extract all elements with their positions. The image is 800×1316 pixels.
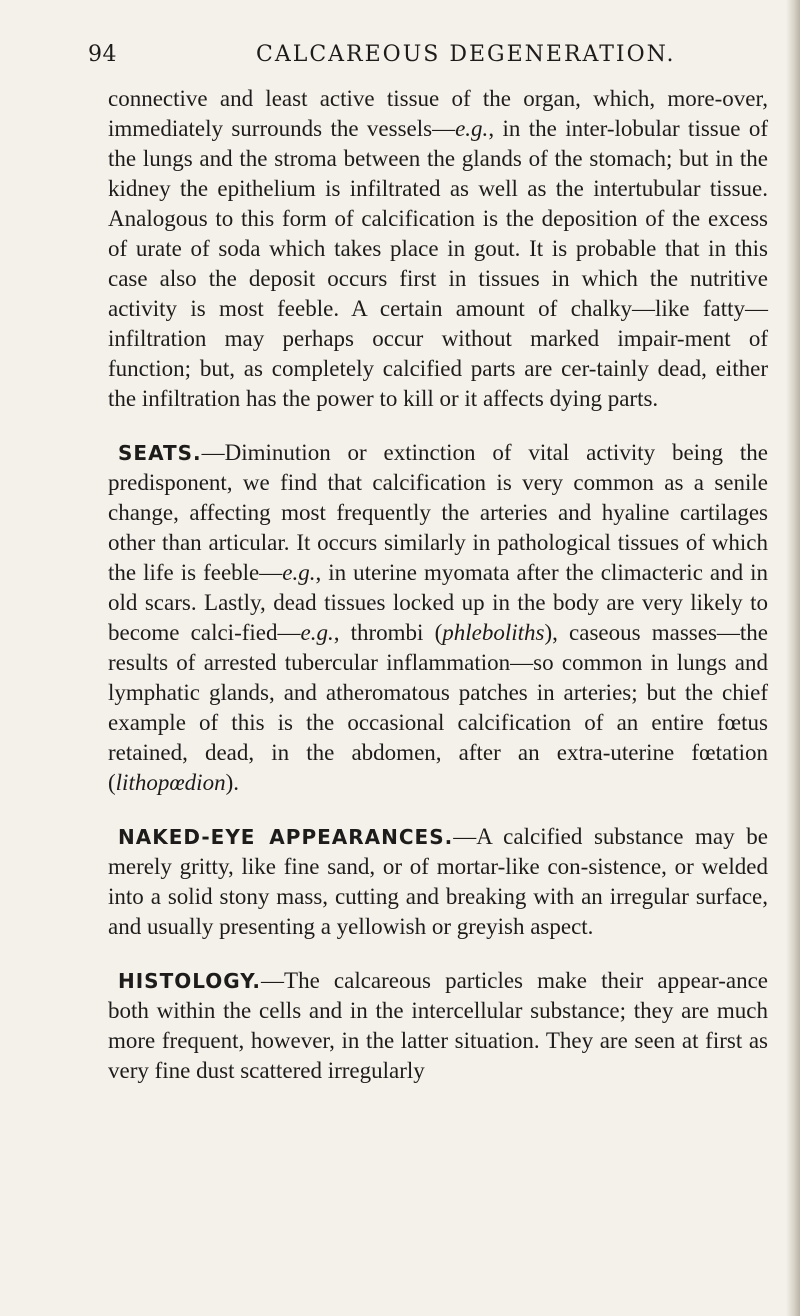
page-edge-shadow: [786, 0, 800, 1316]
section-heading-naked-eye-appearances: NAKED-EYE APPEARANCES.: [118, 825, 454, 849]
body-text: [108, 84, 768, 1110]
section-heading-seats: SEATS.: [118, 441, 202, 465]
section-heading-histology: HISTOLOGY.: [118, 969, 262, 993]
page-number: 94: [88, 42, 117, 67]
paragraph-histology: HISTOLOGY.—The calcareous particles make their appear-ance both within the cells and in the intercellular substance; they are much more frequent, however, in the latter situation. They are seen at first as very fine dust scattered irregularly: [108, 968, 768, 1083]
paragraph-continuation: connective and least active tissue of the organ, which, more-over, immediately surrounds the vessels—e.g., in the inter-lobular tissue of the lungs and the stroma between the glands of the stomach; but in the kidney the epithelium is infiltrated as well as the intertubular tissue. Analogous to this form of calcification is the deposition of the excess of urate of soda which takes place in gout. It is probable that in this case also the deposit occurs first in tissues in which the nutritive activity is most feeble. A certain amount of chalky—like fatty—infiltration may perhaps occur without marked impair-ment of function; but, as completely calcified parts are cer-tainly dead, either the infiltration has the power to kill or it affects dying parts.: [108, 86, 768, 411]
paragraph-naked-eye-appearances: NAKED-EYE APPEARANCES.—A calcified substance may be merely gritty, like fine sand, or of mortar-like con-sistence, or welded into a solid stony mass, cutting and breaking with an irregular surface, and usually presenting a yellowish or greyish aspect.: [108, 824, 768, 939]
paragraph-seats: SEATS.—Diminution or extinction of vital activity being the predisponent, we find that calcification is very common as a senile change, affecting most frequently the arteries and hyaline cartilages other than articular. It occurs similarly in pathological tissues of which the life is feeble—e.g., in uterine myomata after the climacteric and in old scars. Lastly, dead tissues locked up in the body are very likely to become calci-fied—e.g., thrombi (phleboliths), caseous masses—the results of arrested tubercular inflammation—so common in lungs and lymphatic glands, and atheromatous patches in arteries; but the chief example of this is the occasional calcification of an entire fœtus retained, dead, in the abdomen, after an extra-uterine fœtation (lithopœdion).: [108, 440, 768, 795]
page-header: [88, 42, 768, 82]
running-title: CALCAREOUS DEGENERATION.: [256, 42, 676, 67]
